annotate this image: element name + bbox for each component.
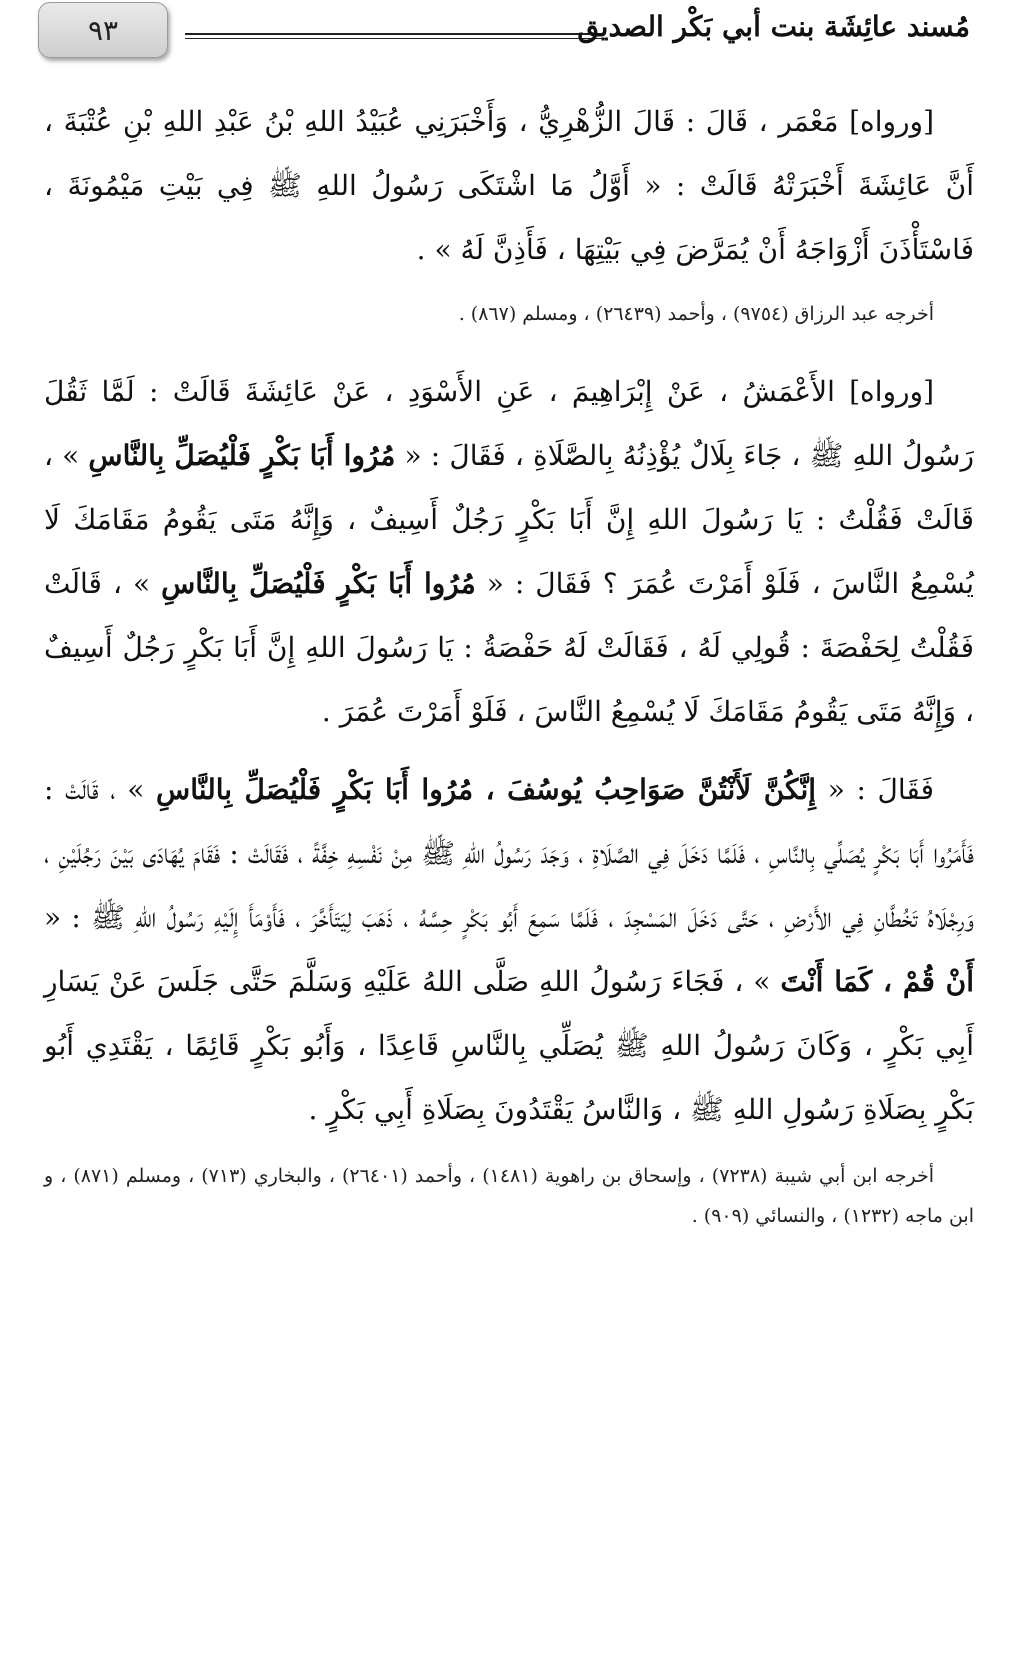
prophet-quote-bold: مُرُوا أَبَا بَكْرٍ فَلْيُصَلِّ بِالنَّاسِ [88, 439, 396, 472]
prophet-quote-bold: مُرُوا أَبَا بَكْرٍ فَلْيُصَلِّ بِالنَّاسِ [161, 567, 476, 600]
text-run: [ورواه] الأَعْمَشُ ، عَنْ إِبْرَاهِيمَ ، عَنِ الأَسْوَدِ ، عَنْ عَائِشَةَ قَالَتْ : لَمَّا ثَقُلَ رَسُولُ اللهِ ﷺ ، جَاءَ بِلَالٌ يُؤْذِنُهُ بِالصَّلَاةِ ، فَقَالَ : « [44, 375, 975, 472]
page-header [0, 0, 1010, 60]
hadith-paragraph-1: [ورواه] مَعْمَر ، قَالَ : قَالَ الزُّهْرِيُّ ، وَأَخْبَرَنِي عُبَيْدُ اللهِ بْنُ عَبْدِ اللهِ بْنِ عُتْبَةَ ، أَنَّ عَائِشَةَ أَخْبَرَتْهُ قَالَتْ : « أَوَّلُ مَا اشْتَكَى رَسُولُ اللهِ ﷺ فِي بَيْتِ مَيْمُونَةَ ، فَاسْتَأْذَنَ أَزْوَاجَهُ أَنْ يُمَرَّضَ فِي بَيْتِهَا ، فَأَذِنَّ لَهُ » . [44, 105, 974, 266]
text-run: » ، فَجَاءَ رَسُولُ اللهِ صَلَّى اللهُ عَلَيْهِ وَسَلَّمَ حَتَّى جَلَسَ عَنْ يَسَارِ أَبِي بَكْرٍ ، وَكَانَ رَسُولُ اللهِ ﷺ يُصَلِّي بِالنَّاسِ قَاعِدًا ، وَأَبُو بَكْرٍ قَائِمًا ، يَقْتَدِي أَبُو بَكْرٍ بِصَلَاةِ رَسُولِ اللهِ ﷺ ، وَالنَّاسُ يَقْتَدُونَ بِصَلَاةِ أَبِي بَكْرٍ . [44, 965, 974, 1126]
text-run: » ، قَالَتْ فَقُلْتُ : يَا رَسُولَ اللهِ إِنَّ أَبَا بَكْرٍ رَجُلٌ أَسِيفٌ ، وَإِنَّهُ مَتَى يَقُومُ مَقَامَكَ لَا يُسْمِعُ النَّاسَ ، فَلَوْ أَمَرْتَ عُمَرَ ؟ فَقَالَ : « [44, 439, 975, 600]
text-run: فَقَالَ : « [816, 773, 934, 806]
running-title: مُسند عائِشَة بنت أبي بَكْر الصديق [577, 10, 970, 43]
header-rule-thin [185, 38, 605, 39]
text-run: » ، قَالَتْ : فَأَمَرُوا أَبَا بَكْرٍ يُصَلِّي بِالنَّاسِ ، فَلَمَّا دَخَلَ فِي الصَّلَاةِ ، وَجَدَ رَسُولُ اللهِ ﷺ مِنْ نَفْسِهِ خِفَّةً ، فَقَالَتْ : فَقَامَ يُهَادَى بَيْنَ رَجُلَيْنِ ، وَرِجْلَاهُ تَخُطَّانِ فِي الأَرْضِ ، حَتَّى دَخَلَ المَسْجِدَ ، فَلَمَّا سَمِعَ أَبُو بَكْرٍ حِسَّهُ ، ذَهَبَ لِيَتَأَخَّرَ ، فَأَوْمَأَ إِلَيْهِ رَسُولُ اللهِ ﷺ : « [44, 773, 974, 934]
takhrij-footnote-2: أخرجه ابن أبي شيبة (٧٢٣٨) ، وإسحاق بن راهوية (١٤٨١) ، وأحمد (٢٦٤٠١) ، والبخاري (٧١٣) ، ومسلم (٨٧١) ، و ابن ماجه (١٢٣٢) ، والنسائي (٩٠٩) . [44, 1165, 974, 1227]
takhrij-footnote-1: أخرجه عبد الرزاق (٩٧٥٤) ، وأحمد (٢٦٤٣٩) ، ومسلم (٨٦٧) . [458, 303, 934, 325]
text-run: » ، قَالَتْ فَقُلْتُ لِحَفْصَةَ : قُولِي لَهُ ، فَقَالَتْ لَهُ حَفْصَةُ : يَا رَسُولَ اللهِ إِنَّ أَبَا بَكْرٍ رَجُلٌ أَسِيفٌ ، وَإِنَّهُ مَتَى يَقُومُ مَقَامَكَ لَا يُسْمِعُ النَّاسَ ، فَلَوْ أَمَرْتَ عُمَرَ . [44, 567, 975, 728]
header-rule [185, 33, 605, 35]
hadith-paragraph-3 [44, 758, 974, 1142]
page-number: ٩٣ [38, 2, 168, 58]
hadith-paragraph-2 [44, 360, 974, 744]
prophet-quote-bold: أَنْ قُمْ ، كَمَا أَنْتَ [780, 965, 974, 998]
page-body [44, 90, 974, 1236]
prophet-quote-bold: إِنَّكُنَّ لَأَنْتُنَّ صَوَاحِبُ يُوسُفَ ، مُرُوا أَبَا بَكْرٍ فَلْيُصَلِّ بِالنَّاسِ [156, 773, 817, 806]
